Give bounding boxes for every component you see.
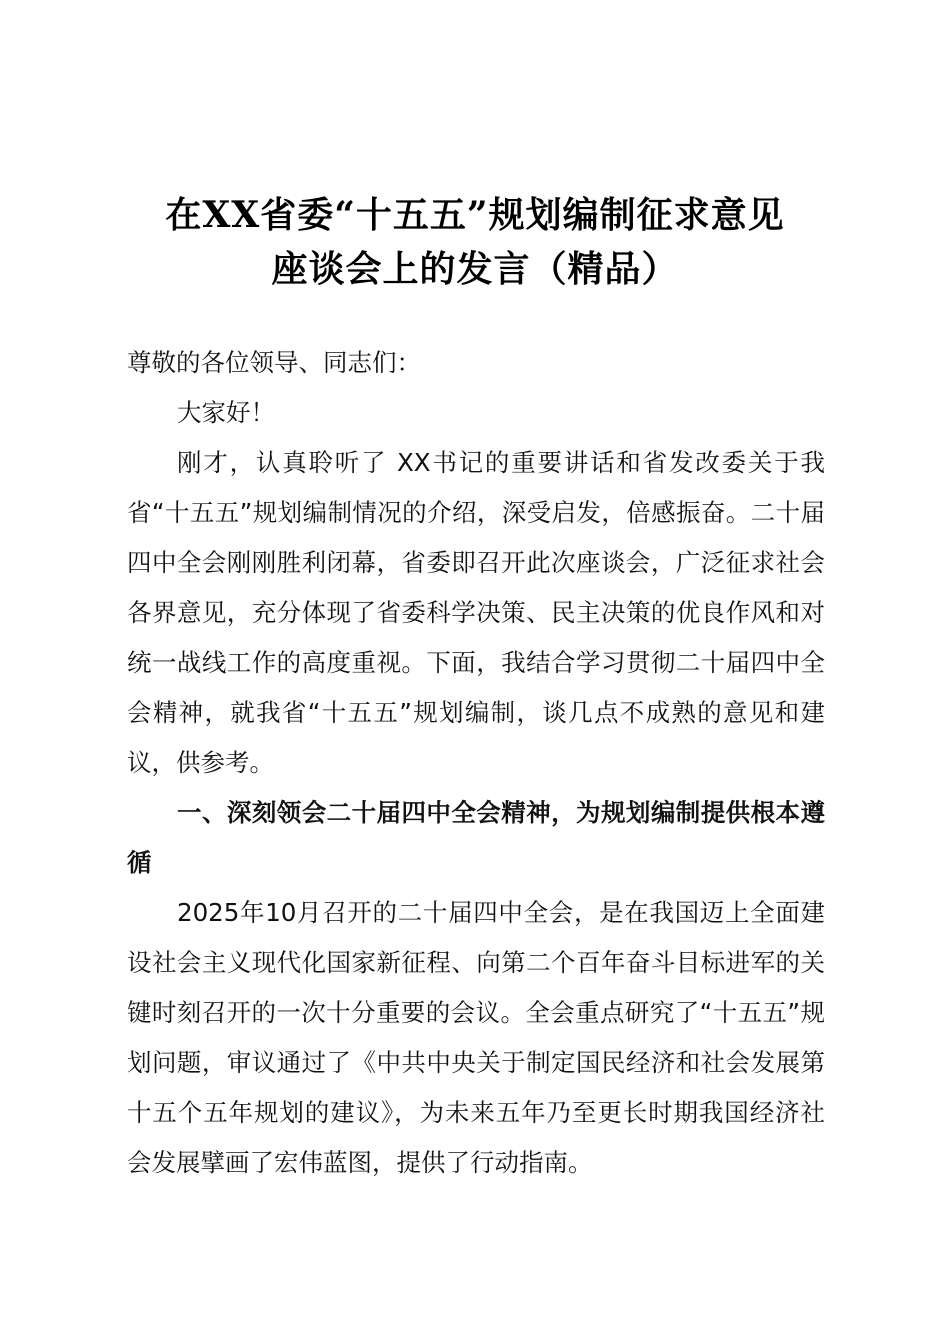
document-body — [127, 338, 825, 1188]
title-line-1: 在XX省委“十五五”规划编制征求意见 — [165, 194, 785, 236]
document-title — [0, 188, 950, 296]
section-heading-1: 一、深刻领会二十届四中全会精神，为规划编制提供根本遵循 — [127, 798, 825, 877]
greeting: 大家好！ — [177, 398, 275, 427]
salutation: 尊敬的各位领导、同志们： — [127, 348, 421, 377]
title-line-2: 座谈会上的发言（精品） — [271, 248, 679, 290]
paragraph-intro: 刚才，认真聆听了 XX书记的重要讲话和省发改委关于我省“十五五”规划编制情况的介绍，深受启发，倍感振奋。二十届四中全会刚刚胜利闭幕，省委即召开此次座谈会，广泛征求社会各界意见，充分体现了省委科学决策、民主决策的优良作风和对统一战线工作的高度重视。下面，我结合学习贯彻二十届四中全会精神，就我省“十五五”规划编制，谈几点不成熟的意见和建议，供参考。 — [127, 448, 825, 777]
paragraph-section-1: 2025年10月召开的二十届四中全会，是在我国迈上全面建设社会主义现代化国家新征程、向第二个百年奋斗目标进军的关键时刻召开的一次十分重要的会议。全会重点研究了“十五五”规划问题，审议通过了《中共中央关于制定国民经济和社会发展第十五个五年规划的建议》，为未来五年乃至更长时期我国经济社会发展擘画了宏伟蓝图，提供了行动指南。 — [127, 898, 825, 1177]
